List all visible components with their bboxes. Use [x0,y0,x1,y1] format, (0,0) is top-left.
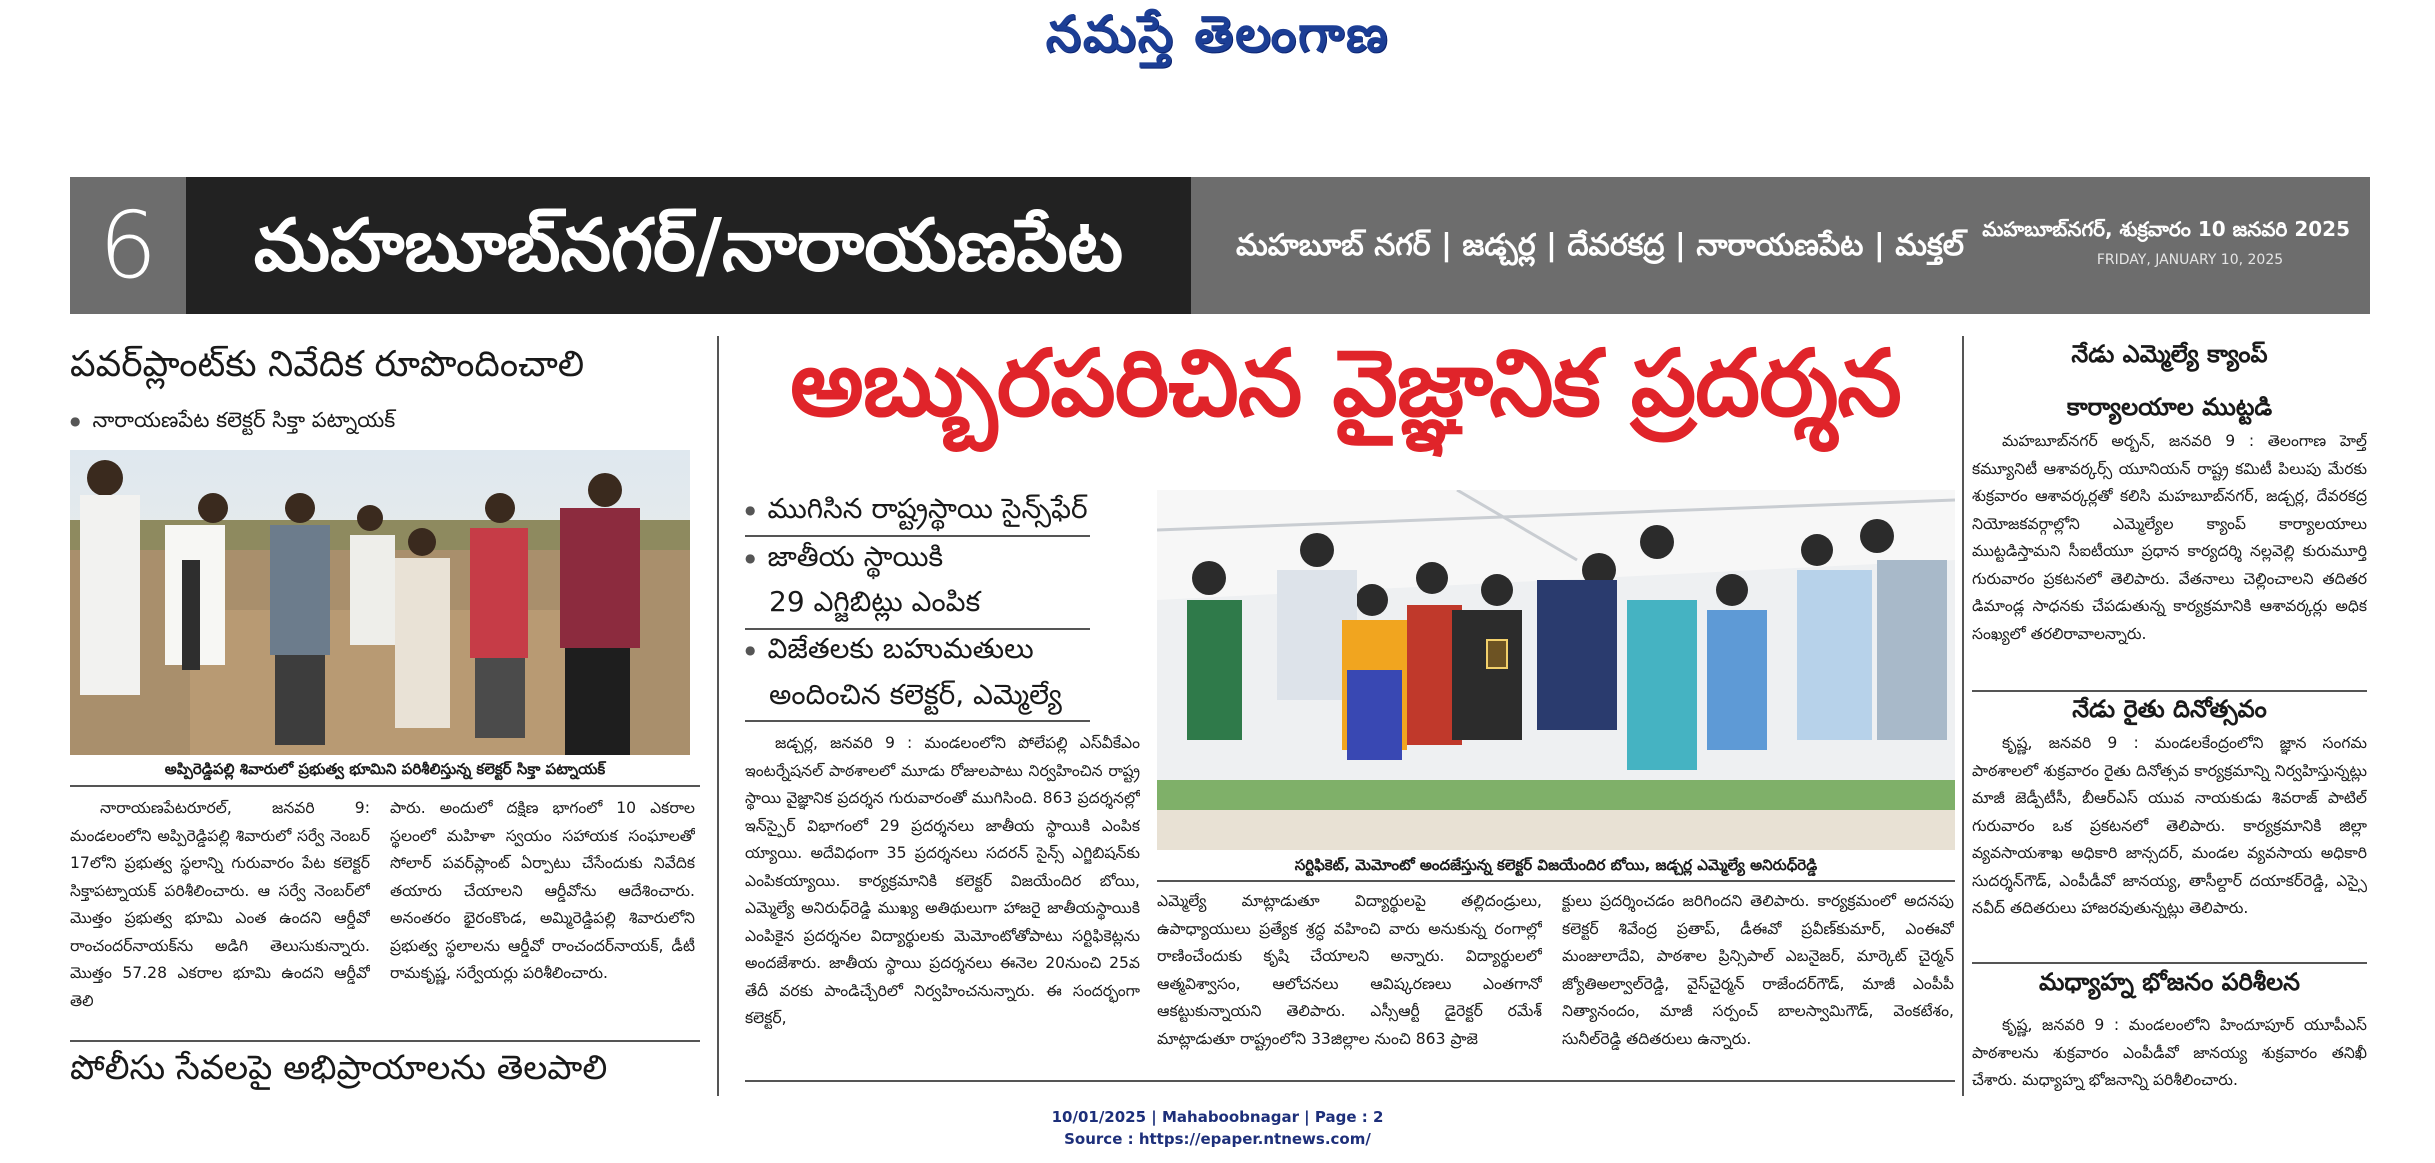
left-photo-caption: అప్పిరెడ్డిపల్లి శివారులో ప్రభుత్వ భూమిని పరిశీలిస్తున్న కలెక్టర్ సిక్తా పట్నాయక్ [164,760,606,778]
main-bullet-3b: అందించిన కలెక్టర్, ఎమ్మెల్యే [769,678,1062,711]
right-headline-1b: కార్యాలయాల ముట్టడి [2066,393,2273,421]
main-story-headline: అబ్బురపరిచిన వైజ్ఞానిక ప్రదర్శన [790,330,1901,437]
epaper-footer [0,1106,2435,1150]
main-story-photo [1157,490,1955,850]
bullet-rule-3 [745,720,1090,722]
main-bullet-3a: ● విజేతలకు బహుమతులు [745,632,1145,672]
right-rule-1 [1972,690,2367,692]
page-header-bar [70,177,2370,314]
right-rule-2 [1972,962,2367,964]
field-inspection-photo [70,450,690,755]
left-story-subhead: ● నారాయణపేట కలెక్టర్ సిక్తా పట్నాయక్ [70,408,700,438]
main-bullet-2a: ● జాతీయ స్థాయికి [745,540,1145,580]
footer-source-link[interactable]: Source : https://epaper.ntnews.com/ [1064,1130,1371,1148]
left-bottom-headline: పోలీసు సేవలపై అభిప్రాయాలను తెలపాలి [70,1048,608,1088]
main-bullet-1: ● ముగిసిన రాష్ట్రస్థాయి సైన్స్‌ఫేర్ [745,492,1145,532]
edition-date [1970,217,2350,268]
column-divider-left [717,336,719,1096]
main-body-paragraph-3: క్టులు ప్రదర్శించడం జరిగిందని తెలిపారు. కార్యక్రమంలో అదనపు కలెక్టర్ శివేంద్ర ప్రతాప్, డీఈవో ప్రవీణ్‌కుమార్, ఎంఈవో మంజులాదేవి, పాఠశాల ప్రిన్సిపాల్ ఎబనైజర్, మార్కెట్ చైర్మన్ జ్యోతిఅల్వాల్‌రెడ్డి, వైస్‌చైర్మన్ రాజేందర్‌గౌడ్, మాజీ ఎంపీపీ నిత్యానందం, మాజీ సర్పంచ్ బాలస్వామిగౌడ్, వెంకటేశం, సునీల్‌రెడ్డి తదితరులు ఉన్నారు. [1562,892,1954,1048]
main-photo-caption: సర్టిఫికెట్, మెమోంటో అందజేస్తున్న కలెక్టర్ విజయేందిర బోయి, జడ్చర్ల ఎమ్మెల్యే అనిరుధ్‌రెడ్డి [1294,856,1818,874]
right-story-2 [1972,730,2367,960]
right-headline-3: మధ్యాహ్న భోజనం పరిశీలన [2039,968,2300,996]
main-story-body-mid [1157,888,1542,1068]
left-caption-rule [70,785,700,787]
left-story-paragraph-2: పారు. అందులో దక్షిణ భాగంలో 10 ఎకరాల స్థలంలో మహిళా స్వయం సహాయక సంఘాలతో సోలార్ పవర్‌ప్లాంట్ ఏర్పాటు చేసేందుకు నివేదిక తయారు చేయాలని ఆర్డీవోను ఆదేశించారు. అనంతరం భైరంకొండ, అమ్మిరెడ్డిపల్లి శివారులోని ప్రభుత్వ స్థలాలను ఆర్డీవో రాంచందర్‌నాయక్, డీటీ రామకృష్ణ, సర్వేయర్లు పరిశీలించారు. [390,799,695,982]
main-bottom-rule [745,1080,1955,1082]
main-story-body-right [1562,888,1954,1068]
left-story-column-1 [70,795,370,1035]
page-number: 6 [98,192,158,299]
masthead [0,0,2435,80]
footer-edition-line: 10/01/2025 | Mahaboobnagar | Page : 2 [1051,1108,1384,1126]
main-bullet-2b: 29 ఎగ్జిబిట్లు ఎంపిక [769,585,981,618]
date-telugu: మహబూబ్‌నగర్, శుక్రవారం 10 జనవరి 2025 [1982,217,2350,241]
award-ceremony-photo [1157,490,1955,850]
bullet-rule-1 [745,535,1090,537]
left-story-column-2 [390,795,695,1035]
main-caption-rule [1157,880,1955,882]
left-story-headline: పవర్‌ప్లాంట్‌కు నివేదిక రూపొందించాలి [70,344,585,385]
right-paragraph-2: కృష్ణ, జనవరి 9 : మండలకేంద్రంలోని జ్ఞాన సంగమ పాఠశాలలో శుక్రవారం రైతు దినోత్సవ కార్యక్రమాన్ని నిర్వహిస్తున్నట్లు మాజీ జెడ్పీటీసీ, బీఆర్‌ఎస్ యువ నాయకుడు శివరాజ్ పాటిల్ గురువారం ఒక ప్రకటనలో తెలిపారు. కార్యక్రమానికి జిల్లా వ్యవసాయశాఖ అధికారి జాన్సదర్, మండల వ్యవసాయ అధికారి సుదర్శన్‌గౌడ్, ఎంపీడీవో జానయ్య, తాసీల్దార్ దయాకర్‌రెడ్డి, ఎస్సై నవీద్ తదితరులు హాజరవుతున్నట్లు తెలిపారు. [1972,734,2367,917]
district-title: మహబూబ్‌నగర్/నారాయణపేట [186,177,1191,314]
newspaper-logo: నమస్తే తెలంగాణ [1045,4,1390,63]
main-body-paragraph-1: జడ్చర్ల, జనవరి 9 : మండలంలోని పోలేపల్లి ఎస్‌వీకేఎం ఇంటర్నేషనల్ పాఠశాలలో మూడు రోజులపాటు నిర్వహించిన రాష్ట్ర స్థాయి వైజ్ఞానిక ప్రదర్శన గురువారంతో ముగిసింది. 863 ప్రదర్శనల్లో ఇన్‌స్పైర్ విభాగంలో 29 ప్రదర్శనలు జాతీయ స్థాయికి ఎంపిక య్యాయి. అదేవిధంగా 35 ప్రదర్శనలు సదరన్ సైన్స్ ఎగ్జిబిషన్‌కు ఎంపికయ్యాయి. కార్యక్రమానికి కలెక్టర్ విజయేందిర బోయి, ఎమ్మెల్యే అనిరుధ్‌రెడ్డి ముఖ్య అతిథులుగా హాజరై జాతీయస్థాయికి ఎంపికైన ప్రదర్శనల విద్యార్థులకు మెమోంటోతోపాటు సర్టిఫికెట్లను అందజేశారు. జాతీయ స్థాయి ప్రదర్శనలు ఈనెల 20నుంచి 25వ తేదీ వరకు పాండిచ్చేరిలో నిర్వహించనున్నారు. ఈ సందర్భంగా కలెక్టర్, [745,734,1140,1027]
right-story-1 [1972,428,2367,690]
right-paragraph-3: కృష్ణ, జనవరి 9 : మండలంలోని హిందూపూర్ యూపీఎస్ పాఠశాలను శుక్రవారం ఎంపీడీవో జానయ్య శుక్రవారం తనిఖీ చేశారు. మధ్యాహ్న భోజనాన్ని పరిశీలించారు. [1972,1016,2367,1089]
main-body-paragraph-2: ఎమ్మెల్యే మాట్లాడుతూ విద్యార్థులపై తల్లిదండ్రులు, ఉపాధ్యాయులు ప్రత్యేక శ్రద్ధ వహించి వారు అనుకున్న రంగాల్లో రాణించేందుకు కృషి చేయాలని అన్నారు. విద్యార్థులలో ఆత్మవిశ్వాసం, ఆలోచనలు ఆవిష్కరణలు ఎంతగానో ఆకట్టుకున్నాయని తెలిపారు. ఎస్సీఆర్టీ డైరెక్టర్ రమేశ్ మాట్లాడుతూ రాష్ట్రంలోని 33జిల్లాల నుంచి 863 ప్రాజె [1157,892,1542,1048]
date-english: FRIDAY, JANUARY 10, 2025 [2096,252,2284,268]
towns-list: మహబూబ్ నగర్ | జడ్చర్ల | దేవరకద్ర | నారాయణపేట | మక్తల్ [1236,228,1964,263]
left-bottom-rule [70,1040,700,1042]
right-headline-1a: నేడు ఎమ్మెల్యే క్యాంప్ [2071,340,2268,368]
right-headline-2: నేడు రైతు దినోత్సవం [2072,695,2267,723]
right-story-3 [1972,1012,2367,1097]
main-story-body-left [745,730,1140,1068]
bullet-rule-2 [745,628,1090,630]
right-paragraph-1: మహబూబ్‌నగర్ అర్బన్, జనవరి 9 : తెలంగాణ హెల్త్ కమ్యూనిటీ ఆశావర్కర్స్ యూనియన్ రాష్ట్ర కమిటీ పిలుపు మేరకు శుక్రవారం ఆశావర్కర్లతో కలిసి మహబూబ్‌నగర్, జడ్చర్ల, దేవరకద్ర నియోజకవర్గాల్లోని ఎమ్మెల్యేల క్యాంప్ కార్యాలయాలు ముట్టడిస్తామని సీఐటీయూ ప్రధాన కార్యదర్శి నల్లవెల్లి కురుమూర్తి గురువారం ప్రకటనలో తెలిపారు. వేతనాలు చెల్లించాలని తదితర డిమాండ్ల సాధనకు చేపడుతున్న కార్యక్రమానికి ఆశావర్కర్లు అధిక సంఖ్యలో తరలిరావాలన్నారు. [1972,432,2367,643]
left-story-photo [70,450,690,755]
column-divider-right [1962,336,1964,1096]
left-story-paragraph-1: నారాయణపేటరూరల్, జనవరి 9: మండలంలోని అప్పిరెడ్డిపల్లి శివారులో సర్వే నెంబర్ 17లోని ప్రభుత్వ స్థలాన్ని గురువారం పేట కలెక్టర్ సిక్తాపట్నాయక్ పరిశీలించారు. ఆ సర్వే నెంబర్‌లో మొత్తం ప్రభుత్వ భూమి ఎంత ఉందని ఆర్డీవో రాంచందర్‌నాయక్‌ను అడిగి తెలుసుకున్నారు. మొత్తం 57.28 ఎకరాల భూమి ఉందని ఆర్డీవో తెలి [70,799,370,1010]
